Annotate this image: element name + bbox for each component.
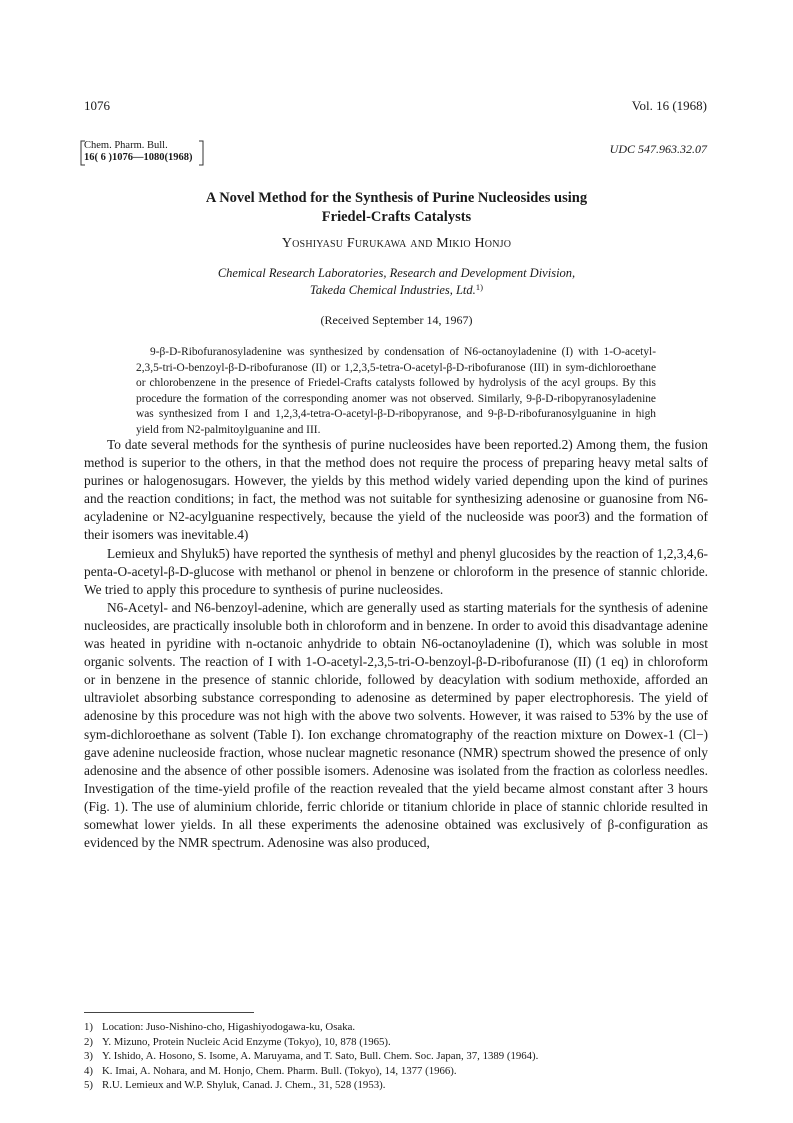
paper-title (0, 189, 793, 227)
received-date: (Received September 14, 1967) (320, 313, 473, 327)
volume-label: Vol. 16 (1968) (631, 98, 707, 113)
footnote-text: K. Imai, A. Nohara, and M. Honjo, Chem. Pharm. Bull. (Tokyo), 14, 1377 (1966). (102, 1064, 457, 1077)
footnote-number: 4) (84, 1064, 93, 1077)
affiliation-line-2: Takeda Chemical Industries, Ltd. (309, 283, 476, 297)
paragraph-2: Lemieux and Shyluk5) have reported the synthesis of methyl and phenyl glucosides by the reaction of 1,2,3,4,6-penta-O-acetyl-β-D-glucose with methanol or phenol in benzene or chloroform in the presence of stannic chloride. We tried to apply this procedure to synthesis of purine nucleosides. (84, 545, 708, 597)
journal-citation (84, 140, 193, 164)
footnote-2 (84, 1035, 724, 1050)
paragraph-1: To date several methods for the synthesis of purine nucleosides have been reported.2) Among them, the fusion method is superior to the others, in that the method does not require the process of preparing heavy metal salts of purines or halogenosugars. However, the yields by this method widely varied depending upon the kind of purines and the reaction conditions; in fact, the method was not suitable for synthesizing adenosine or guanosine from N6-acyladenine or N2-acylguanine respectively, because the yield of the nucleoside was poor3) and the formation of their isomers was inevitable.4) (84, 437, 708, 543)
footnote-4 (84, 1064, 724, 1079)
footnote-3 (84, 1049, 724, 1064)
abstract-text: 9-β-D-Ribofuranosyladenine was synthesized by condensation of N6-octanoyladenine (I) with 1-O-acetyl-2,3,5-tri-O-benzoyl-β-D-ribofuranose (II) or 1,2,3,5-tetra-O-acetyl-β-D-ribofuranose (III) in sym-dichloroethane or chlorobenzene in the presence of Friedel-Crafts catalysts followed by hydrolysis of the acyl groups. By this procedure the formation of the corresponding anomer was not observed. Similarly, 9-β-D-ribopyranosyladenine was synthesized from I and 1,2,3,4-tetra-O-acetyl-β-D-ribopyranose, and 9-β-D-ribofuranosylguanine in high yield from N2-palmitoylguanine and III. (136, 346, 656, 436)
abstract (136, 345, 656, 439)
udc-code: UDC 547.963.32.07 (609, 142, 707, 156)
footnote-text: Y. Ishido, A. Hosono, S. Isome, A. Maruyama, and T. Sato, Bull. Chem. Soc. Japan, 37, 1389 (1964). (102, 1050, 539, 1063)
footnote-number: 3) (84, 1050, 93, 1063)
footnote-text: Y. Mizuno, Protein Nucleic Acid Enzyme (Tokyo), 10, 878 (1965). (102, 1035, 391, 1048)
title-line-1: A Novel Method for the Synthesis of Purine Nucleosides using (205, 190, 588, 206)
footnote-number: 1) (84, 1021, 93, 1033)
footnote-text: Location: Juso-Nishino-cho, Higashiyodogawa-ku, Osaka. (102, 1021, 356, 1033)
footnote-1 (84, 1020, 724, 1035)
title-line-2: Friedel-Crafts Catalysts (321, 209, 472, 225)
paragraph-3: N6-Acetyl- and N6-benzoyl-adenine, which are generally used as starting materials for the synthesis of adenine nucleosides, are practically insoluble both in chloroform and in benzene. In order to avoid this disadvantage adenine was heated in pyridine with n-octanoic anhydride to obtain N6-octanoyladenine (I), which was soluble in most organic solvents. The reaction of I with 1-O-acetyl-2,3,5-tri-O-benzoyl-β-D-ribofuranose (II) (1 eq) in chloroform or in benzene in the presence of stannic chloride, followed by deacylation with sodium methoxide, afforded an ultraviolet absorbing substance corresponding to adenosine as determined by paper electrophoresis. The yield of adenosine by this procedure was not high with the above two solvents. However, it was raised to 53% by the use of sym-dichloroethane as solvent (Table I). Ion exchange chromatography of the reaction mixture on Dowex-1 (Cl−) gave adenine nucleoside fraction, whose nuclear magnetic resonance (NMR) spectrum showed the presence of only adenosine and the absence of other possible isomers. Adenosine was isolated from the fraction as colorless needles. Investigation of the time-yield profile of the reaction revealed that the yield became almost constant after 3 hours (Fig. 1). The use of aluminium chloride, ferric chloride or titanium chloride in place of stannic chloride resulted in somewhat lower yields. In all these experiments the adenosine obtained was exclusively of β-configuration as evidenced by the NMR spectrum. Adenosine was also produced, (84, 599, 708, 851)
citation-line-1: Chem. Pharm. Bull. (84, 140, 168, 151)
citation-left-bracket (80, 140, 86, 166)
affiliation-line-1: Chemical Research Laboratories, Research and Development Division, (217, 266, 576, 280)
footnote-5 (84, 1078, 724, 1093)
citation-right-bracket (198, 140, 204, 166)
page-number: 1076 (84, 98, 110, 113)
footnote-text: R.U. Lemieux and W.P. Shyluk, Canad. J. Chem., 31, 528 (1953). (102, 1079, 386, 1092)
body-text (84, 436, 708, 852)
footnote-divider (84, 1012, 254, 1013)
affiliation (0, 265, 793, 299)
footnote-number: 2) (84, 1035, 93, 1048)
citation-line-2: 16( 6 )1076—1080(1968) (84, 152, 193, 163)
affiliation-note-ref: 1) (475, 282, 484, 293)
footnotes (84, 1020, 724, 1093)
authors: Yoshiyasu Furukawa and Mikio Honjo (281, 236, 512, 251)
footnote-number: 5) (84, 1079, 93, 1092)
